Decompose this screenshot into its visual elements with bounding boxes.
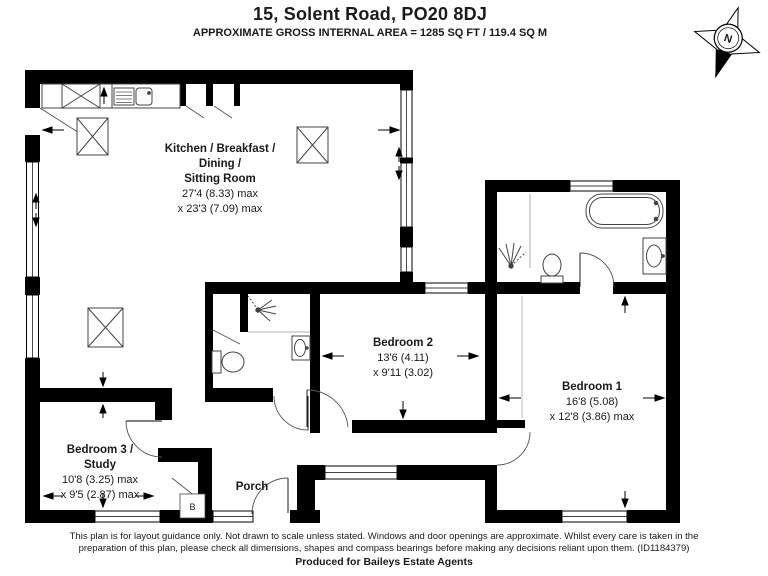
rooflight-icon-1: [77, 118, 108, 155]
rooflight-icon-2: [297, 127, 328, 163]
door-bedroom1: [497, 432, 530, 465]
kitchen-sink-icon: [114, 88, 152, 105]
bedroom3-label-line1: Bedroom 3 /: [66, 444, 134, 456]
kitchen-dim-line1: 27'4 (8.33) max: [181, 188, 259, 200]
bedroom2-label: Bedroom 2: [372, 337, 434, 349]
rooflight-icon-3: [88, 308, 123, 347]
fixtures: [42, 84, 666, 518]
bathroom-toilet-icon: [541, 254, 563, 283]
window-kitchen-right-1: [401, 90, 412, 158]
wc-toilet-icon: [212, 351, 244, 373]
door-wc-cupboard: [213, 330, 240, 344]
bedroom2-dim-line2: x 9'11 (3.02): [373, 367, 433, 379]
bath-icon: [586, 194, 663, 228]
window-porch-bottom: [213, 511, 253, 522]
producer-credit: Produced for Baileys Estate Agents: [295, 556, 473, 568]
wc-basin-icon: [292, 336, 310, 360]
window-left-lower: [27, 295, 39, 358]
compass-north-icon: [683, 0, 768, 89]
window-hallway-front: [325, 466, 397, 479]
bedroom1-dim-line2: x 12'8 (3.86) max: [549, 411, 635, 423]
disclaimer-line1: This plan is for layout guidance only. Not drawn to scale unless stated. Windows and door openings are approximate. Whilst every care is taken in the: [69, 531, 699, 542]
window-bedroom3-bottom: [95, 511, 160, 522]
bedroom3-dim-line1: 10'8 (3.25) max: [61, 474, 139, 486]
kitchen-counter: [42, 84, 180, 108]
page-title: 15, Solent Road, PO20 8DJ: [252, 4, 488, 24]
window-bedroom2-top: [425, 283, 468, 293]
bedroom1-dim-line1: 16'8 (5.08): [565, 396, 619, 408]
room-labels: [61, 143, 635, 512]
wc-shower-icon: [248, 296, 310, 332]
window-kitchen-right-2: [401, 163, 412, 227]
window-bedroom1-bottom: [562, 511, 627, 522]
bathroom-basin-icon: [643, 238, 666, 274]
kitchen-label-line2: Dining /: [198, 158, 242, 170]
bedroom3-label-line2: Study: [84, 459, 116, 471]
window-kitchen-right-3: [401, 247, 412, 272]
door-top-wall-left-leaf: [186, 106, 204, 118]
bedroom1-label: Bedroom 1: [561, 381, 623, 393]
window-bathroom-top: [570, 181, 613, 191]
compass-north-label: N: [722, 32, 734, 47]
porch-label: Porch: [235, 481, 269, 493]
bedroom3-dim-line2: x 9'5 (2.87) max: [60, 489, 140, 501]
bathroom-shower-icon: [499, 194, 530, 268]
door-top-wall-right-leaf: [214, 106, 232, 118]
kitchen-dim-line2: x 23'3 (7.09) max: [177, 203, 263, 215]
door-wc: [274, 396, 308, 430]
kitchen-label-line3: Sitting Room: [184, 173, 256, 185]
door-bathroom: [580, 253, 614, 287]
bedroom2-dim-line1: 13'6 (4.11): [377, 352, 429, 364]
gross-area-subtitle: APPROXIMATE GROSS INTERNAL AREA = 1285 SQ FT / 119.4 SQ M: [192, 27, 548, 39]
kitchen-label-line1: Kitchen / Breakfast /: [164, 143, 276, 155]
boiler-label: B: [189, 502, 196, 512]
disclaimer-line2: preparation of this plan, please check all dimensions, shapes and compass bearings before making any decisions reliant upon them. (ID1184379): [78, 543, 690, 554]
